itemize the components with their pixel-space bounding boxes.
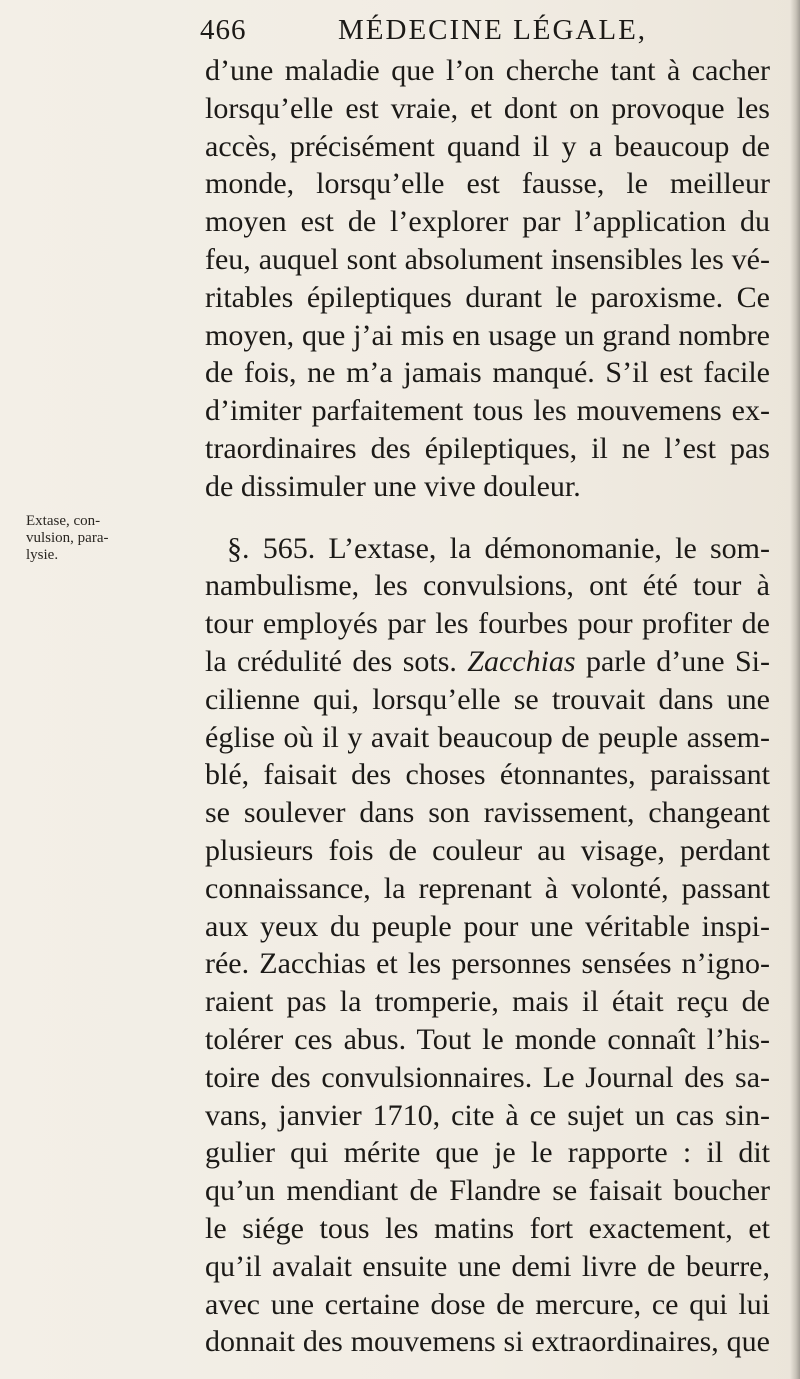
text-fragment: la crédulité des sots. bbox=[205, 644, 457, 678]
text-line: tolérer ces abus. Tout le monde connaît l’his- bbox=[205, 1022, 770, 1056]
text-line: église où il y avait beaucoup de peuple assem- bbox=[205, 720, 770, 754]
text-line: blé, faisait des choses étonnantes, paraissant bbox=[205, 758, 770, 792]
text-line-with-name bbox=[205, 643, 770, 681]
text-line: vans, janvier 1710, cite à ce sujet un cas sin- bbox=[205, 1098, 770, 1132]
running-title: MÉDECINE LÉGALE, bbox=[338, 14, 648, 46]
text-line: connaissance, la reprenant à volonté, passant bbox=[205, 871, 770, 905]
page-edge-shadow bbox=[790, 0, 800, 1379]
text-line: donnait des mouvemens si extraordinaires, que bbox=[205, 1325, 770, 1359]
text-line: moyen est de l’explorer par l’application du bbox=[205, 205, 770, 239]
text-line: rée. Zacchias et les personnes sensées n’igno- bbox=[205, 947, 770, 981]
text-line: de dissimuler une vive douleur. bbox=[205, 469, 581, 503]
text-line: lorsqu’elle est vraie, et dont on provoque les bbox=[205, 91, 770, 125]
text-line: qu’un mendiant de Flandre se faisait boucher bbox=[205, 1174, 770, 1208]
text-line: ritables épileptiques durant le paroxisme. Ce bbox=[205, 280, 770, 314]
paragraph-1 bbox=[205, 52, 770, 506]
margin-note-line: vulsion, para- bbox=[26, 530, 109, 546]
author-name-italic: Zacchias bbox=[467, 644, 576, 678]
paragraph-2 bbox=[205, 530, 770, 1362]
margin-note-line: Extase, con- bbox=[26, 513, 101, 529]
text-line: se soulever dans son ravissement, changeant bbox=[205, 796, 770, 830]
page-number: 466 bbox=[200, 14, 247, 46]
text-line: avec une certaine dose de mercure, ce qui lui bbox=[205, 1287, 770, 1321]
text-line: moyen, que j’ai mis en usage un grand nombre bbox=[205, 318, 770, 352]
text-line: gulier qui mérite que je le rapporte : il dit bbox=[205, 1136, 770, 1170]
text-line: traordinaires des épileptiques, il ne l’est pas bbox=[205, 431, 770, 465]
text-line: raient pas la tromperie, mais il était reçu de bbox=[205, 985, 770, 1019]
text-line: nambulisme, les convulsions, ont été tour à bbox=[205, 569, 770, 603]
text-line: cilienne qui, lorsqu’elle se trouvait dans une bbox=[205, 682, 770, 716]
text-line: d’imiter parfaitement tous les mouvemens ex- bbox=[205, 394, 770, 428]
text-line: le siége tous les matins fort exactement, et bbox=[205, 1211, 770, 1245]
margin-note bbox=[26, 513, 166, 564]
section-first-line-text: L’extase, la démonomanie, le som- bbox=[328, 531, 770, 565]
text-line: qu’il avalait ensuite une demi livre de beurre, bbox=[205, 1249, 770, 1283]
text-line: monde, lorsqu’elle est fausse, le meilleur bbox=[205, 167, 770, 201]
margin-note-line: lysie. bbox=[26, 547, 59, 563]
text-line: toire des convulsionnaires. Le Journal des sa- bbox=[205, 1060, 770, 1094]
text-line: d’une maladie que l’on cherche tant à cacher bbox=[205, 54, 770, 87]
section-first-line bbox=[205, 530, 770, 568]
text-line: accès, précisément quand il y a beaucoup de bbox=[205, 129, 770, 163]
text-line: plusieurs fois de couleur au visage, perdant bbox=[205, 833, 770, 867]
section-mark: §. 565. bbox=[227, 531, 316, 565]
body-text bbox=[205, 52, 770, 1361]
text-line: aux yeux du peuple pour une véritable inspi- bbox=[205, 909, 770, 943]
text-line: tour employés par les fourbes pour profiter de bbox=[205, 607, 770, 641]
page-header bbox=[200, 14, 760, 54]
paragraph-gap bbox=[205, 506, 770, 530]
text-fragment: parle d’une Si- bbox=[585, 644, 770, 678]
text-line: feu, auquel sont absolument insensibles les vé- bbox=[205, 242, 770, 276]
text-line: de fois, ne m’a jamais manqué. S’il est facile bbox=[205, 356, 770, 390]
